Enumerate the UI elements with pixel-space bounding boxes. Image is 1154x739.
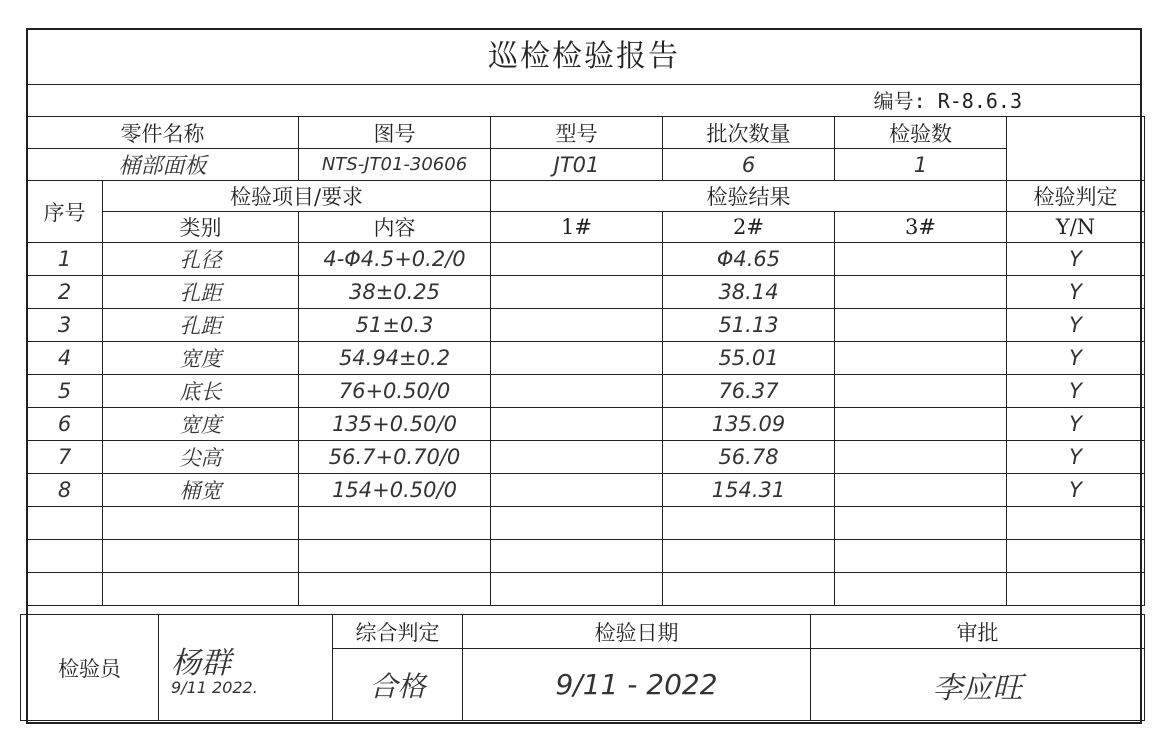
row-judgement: Y xyxy=(1007,375,1145,408)
row-result-2: 55.01 xyxy=(663,342,835,375)
result-header: 检验结果 xyxy=(491,181,1007,212)
overall-judgement-label: 综合判定 xyxy=(333,615,463,649)
row-category xyxy=(103,540,299,573)
row-content: 38±0.25 xyxy=(299,276,491,309)
row-content: 54.94±0.2 xyxy=(299,342,491,375)
approval-label: 审批 xyxy=(811,615,1145,649)
row-result-2: 135.09 xyxy=(663,408,835,441)
row-seq xyxy=(27,540,103,573)
row-result-2 xyxy=(663,573,835,606)
row-judgement: Y xyxy=(1007,408,1145,441)
row-result-3 xyxy=(835,342,1007,375)
document-number: 编号: R-8.6.3 xyxy=(873,89,1022,113)
inspector-sign-date: 9/11 2022. xyxy=(171,678,258,697)
row-result-1 xyxy=(491,243,663,276)
result-1-header: 1# xyxy=(491,212,663,243)
row-result-1 xyxy=(491,441,663,474)
row-category: 宽度 xyxy=(103,342,299,375)
result-3-header: 3# xyxy=(835,212,1007,243)
row-seq: 6 xyxy=(27,408,103,441)
inspect-qty-header: 检验数 xyxy=(835,117,1007,149)
row-judgement xyxy=(1007,573,1145,606)
row-content: 76+0.50/0 xyxy=(299,375,491,408)
table-row xyxy=(27,474,1145,507)
judgement-header: 检验判定 xyxy=(1007,181,1145,212)
row-result-2: 56.78 xyxy=(663,441,835,474)
row-judgement: Y xyxy=(1007,474,1145,507)
table-row xyxy=(27,573,1145,606)
model-value: JT01 xyxy=(491,149,663,181)
row-seq: 8 xyxy=(27,474,103,507)
row-seq: 4 xyxy=(27,342,103,375)
row-seq: 1 xyxy=(27,243,103,276)
row-content: 135+0.50/0 xyxy=(299,408,491,441)
table-row xyxy=(27,408,1145,441)
part-name-value: 桶部面板 xyxy=(27,149,299,181)
row-category: 宽度 xyxy=(103,408,299,441)
row-content xyxy=(299,540,491,573)
row-category: 孔距 xyxy=(103,309,299,342)
row-result-2: 154.31 xyxy=(663,474,835,507)
row-result-1 xyxy=(491,375,663,408)
inspector-signature: 杨群 xyxy=(171,646,231,681)
table-row xyxy=(27,540,1145,573)
row-judgement: Y xyxy=(1007,441,1145,474)
row-result-3 xyxy=(835,573,1007,606)
inspection-date-value: 9/11 - 2022 xyxy=(463,649,811,721)
part-name-header: 零件名称 xyxy=(27,117,299,149)
row-content: 51±0.3 xyxy=(299,309,491,342)
row-result-3 xyxy=(835,441,1007,474)
row-seq xyxy=(27,507,103,540)
row-category: 桶宽 xyxy=(103,474,299,507)
table-row xyxy=(27,309,1145,342)
table-row xyxy=(27,375,1145,408)
row-result-3 xyxy=(835,540,1007,573)
row-result-1 xyxy=(491,573,663,606)
overall-judgement-value: 合格 xyxy=(333,649,463,721)
batch-qty-value: 6 xyxy=(663,149,835,181)
batch-qty-header: 批次数量 xyxy=(663,117,835,149)
drawing-no-value: NTS-JT01-30606 xyxy=(299,149,491,181)
inspector-signature-cell xyxy=(159,615,333,721)
row-result-2: 76.37 xyxy=(663,375,835,408)
report-title: 巡检检验报告 xyxy=(28,30,1140,85)
row-result-3 xyxy=(835,408,1007,441)
row-result-1 xyxy=(491,408,663,441)
approval-signature: 李应旺 xyxy=(811,649,1145,721)
table-row xyxy=(27,276,1145,309)
inspection-table xyxy=(26,116,1145,606)
row-content xyxy=(299,507,491,540)
drawing-no-header: 图号 xyxy=(299,117,491,149)
row-result-2: 38.14 xyxy=(663,276,835,309)
row-seq: 3 xyxy=(27,309,103,342)
row-result-1 xyxy=(491,507,663,540)
row-result-3 xyxy=(835,375,1007,408)
inspect-qty-value: 1 xyxy=(835,149,1007,181)
row-result-3 xyxy=(835,276,1007,309)
row-category: 底长 xyxy=(103,375,299,408)
row-category xyxy=(103,507,299,540)
row-result-3 xyxy=(835,474,1007,507)
row-result-3 xyxy=(835,309,1007,342)
table-row xyxy=(27,342,1145,375)
row-judgement: Y xyxy=(1007,309,1145,342)
category-header: 类别 xyxy=(103,212,299,243)
row-content: 56.7+0.70/0 xyxy=(299,441,491,474)
row-seq: 2 xyxy=(27,276,103,309)
row-result-2 xyxy=(663,507,835,540)
row-judgement xyxy=(1007,507,1145,540)
inspection-report-sheet xyxy=(26,28,1142,724)
row-result-2: Φ4.65 xyxy=(663,243,835,276)
seq-header: 序号 xyxy=(27,181,103,243)
blank-corner-cell xyxy=(1007,117,1145,181)
content-header: 内容 xyxy=(299,212,491,243)
row-judgement xyxy=(1007,540,1145,573)
result-2-header: 2# xyxy=(663,212,835,243)
row-category xyxy=(103,573,299,606)
row-judgement: Y xyxy=(1007,243,1145,276)
row-result-3 xyxy=(835,243,1007,276)
row-result-3 xyxy=(835,507,1007,540)
row-seq: 5 xyxy=(27,375,103,408)
table-row xyxy=(27,243,1145,276)
row-result-1 xyxy=(491,342,663,375)
row-result-1 xyxy=(491,309,663,342)
row-content xyxy=(299,573,491,606)
row-category: 孔距 xyxy=(103,276,299,309)
table-row xyxy=(27,441,1145,474)
inspection-rows xyxy=(27,243,1145,606)
model-header: 型号 xyxy=(491,117,663,149)
row-judgement: Y xyxy=(1007,276,1145,309)
table-row xyxy=(27,507,1145,540)
yn-header: Y/N xyxy=(1007,212,1145,243)
row-category: 孔径 xyxy=(103,243,299,276)
inspection-date-label: 检验日期 xyxy=(463,615,811,649)
signature-footer xyxy=(20,614,1145,721)
row-result-1 xyxy=(491,276,663,309)
row-content: 4-Φ4.5+0.2/0 xyxy=(299,243,491,276)
row-result-1 xyxy=(491,474,663,507)
row-category: 尖高 xyxy=(103,441,299,474)
row-judgement: Y xyxy=(1007,342,1145,375)
row-content: 154+0.50/0 xyxy=(299,474,491,507)
row-seq xyxy=(27,573,103,606)
item-requirement-header: 检验项目/要求 xyxy=(103,181,491,212)
row-result-1 xyxy=(491,540,663,573)
row-seq: 7 xyxy=(27,441,103,474)
inspector-label: 检验员 xyxy=(21,615,159,721)
row-result-2: 51.13 xyxy=(663,309,835,342)
row-result-2 xyxy=(663,540,835,573)
